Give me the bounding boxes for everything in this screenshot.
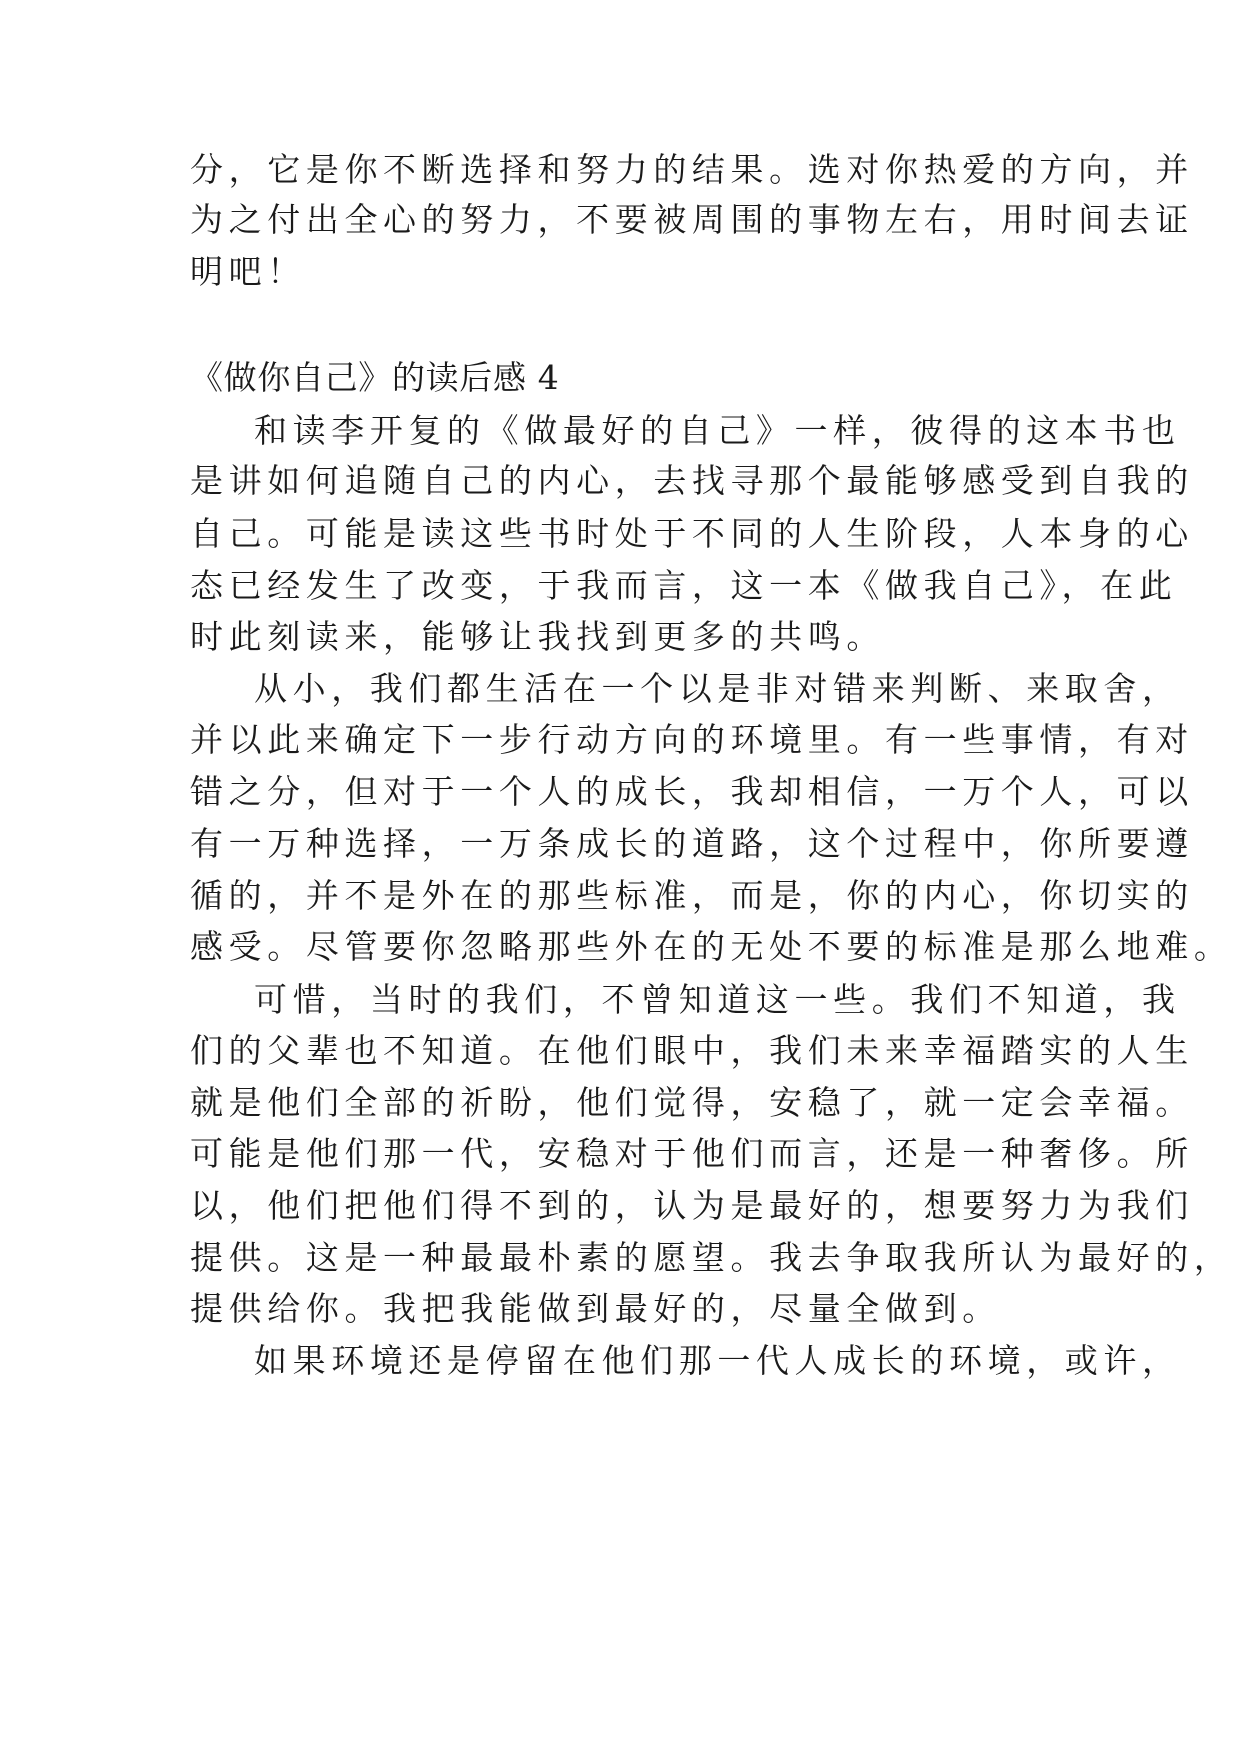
paragraph-line: 分，它是你不断选择和努力的结果。选对你热爱的方向，并 bbox=[190, 150, 1194, 189]
paragraph-line: 和读李开复的《做最好的自己》一样，彼得的这本书也 bbox=[254, 411, 1181, 450]
paragraph-line: 可能是他们那一代，安稳对于他们而言，还是一种奢侈。所 bbox=[190, 1134, 1194, 1173]
paragraph-line: 提供。这是一种最最朴素的愿望。我去争取我所认为最好的， bbox=[190, 1238, 1233, 1277]
paragraph-line: 有一万种选择，一万条成长的道路，这个过程中，你所要遵 bbox=[190, 824, 1194, 863]
paragraph-line: 感受。尽管要你忽略那些外在的无处不要的标准是那么地难。 bbox=[190, 927, 1233, 966]
paragraph-line: 如果环境还是停留在他们那一代人成长的环境，或许， bbox=[254, 1341, 1181, 1380]
paragraph-line: 以，他们把他们得不到的，认为是最好的，想要努力为我们 bbox=[190, 1186, 1194, 1225]
paragraph-line: 循的，并不是外在的那些标准，而是，你的内心，你切实的 bbox=[190, 876, 1194, 915]
paragraph-line: 错之分，但对于一个人的成长，我却相信，一万个人，可以 bbox=[190, 772, 1194, 811]
paragraph-line: 是讲如何追随自己的内心，去找寻那个最能够感受到自我的 bbox=[190, 461, 1194, 500]
paragraph-line: 并以此来确定下一步行动方向的环境里。有一些事情，有对 bbox=[190, 720, 1194, 759]
paragraph-line: 就是他们全部的祈盼，他们觉得，安稳了，就一定会幸福。 bbox=[190, 1083, 1194, 1122]
paragraph-line: 提供给你。我把我能做到最好的，尽量全做到。 bbox=[190, 1289, 1001, 1328]
paragraph-line: 从小，我们都生活在一个以是非对错来判断、来取舍， bbox=[254, 669, 1181, 708]
paragraph-line: 可惜，当时的我们，不曾知道这一些。我们不知道，我 bbox=[254, 980, 1181, 1019]
paragraph-line: 时此刻读来，能够让我找到更多的共鸣。 bbox=[190, 617, 885, 656]
paragraph-line: 们的父辈也不知道。在他们眼中，我们未来幸福踏实的人生 bbox=[190, 1031, 1194, 1070]
section-heading: 《做你自己》的读后感 4 bbox=[190, 358, 560, 397]
paragraph-line: 自己。可能是读这些书时处于不同的人生阶段，人本身的心 bbox=[190, 514, 1194, 553]
paragraph-line: 明吧！ bbox=[190, 252, 306, 291]
paragraph-line: 为之付出全心的努力，不要被周围的事物左右，用时间去证 bbox=[190, 200, 1194, 239]
paragraph-line: 态已经发生了改变，于我而言，这一本《做我自己》，在此 bbox=[190, 566, 1178, 605]
